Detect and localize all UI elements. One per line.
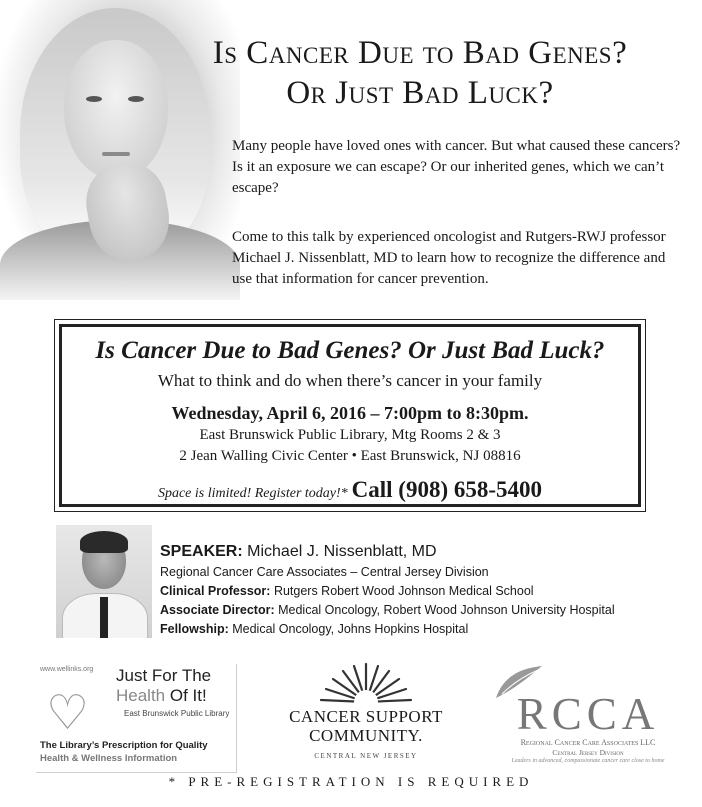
- library-tagline-2: Health & Wellness Information: [40, 753, 178, 764]
- hero-mouth: [102, 152, 130, 156]
- csc-logo: [270, 660, 462, 772]
- speaker-role-value: Medical Oncology, Johns Hopkins Hospital: [232, 622, 469, 636]
- rcca-division: Central Jersey Division: [552, 748, 624, 757]
- speaker-role-value: Medical Oncology, Robert Wood Johnson University Hospital: [278, 603, 615, 617]
- speaker-tie: [100, 597, 108, 638]
- intro-paragraph-2: Come to this talk by experienced oncologist and Rutgers-RWJ professor Michael J. Nissenblatt, MD to learn how to recognize the difference and use that information for cancer prevention.: [232, 229, 666, 287]
- library-name: East Brunswick Public Library: [124, 709, 230, 718]
- footer-note: * PRE-REGISTRATION IS REQUIRED: [168, 774, 534, 789]
- speaker-label: SPEAKER:: [160, 543, 243, 560]
- library-site: www.wellinks.org: [40, 666, 94, 673]
- speaker-role-label: Associate Director:: [160, 603, 275, 617]
- event-register: [62, 477, 638, 503]
- library-title-2b: Of It!: [169, 686, 207, 705]
- library-title-2a: Health: [116, 686, 170, 705]
- event-date: Wednesday, April 6, 2016 – 7:00pm to 8:30pm.: [171, 403, 529, 423]
- speaker-photo: [56, 525, 152, 638]
- event-subtitle: What to think and do when there’s cancer in your family: [157, 371, 543, 390]
- speaker-role-value: Rutgers Robert Wood Johnson Medical School: [273, 584, 534, 598]
- event-box: [54, 319, 646, 512]
- speaker-name: Michael J. Nissenblatt, MD: [247, 543, 437, 560]
- speaker-affiliation: Regional Cancer Care Associates – Central Jersey Division: [160, 565, 489, 579]
- speaker-hair: [80, 531, 128, 553]
- library-title-1: Just For The: [116, 666, 212, 685]
- heart-icon: ♡: [46, 687, 90, 740]
- csc-name-2: COMMUNITY.: [309, 726, 423, 745]
- library-title-2: [116, 686, 207, 706]
- speaker-role: [160, 620, 680, 639]
- csc-region: CENTRAL NEW JERSEY: [314, 752, 418, 760]
- headline: [150, 33, 690, 113]
- sunburst-icon: [316, 660, 416, 704]
- hero-eye-left: [86, 96, 102, 102]
- csc-name-1: CANCER SUPPORT: [289, 707, 443, 726]
- speaker-role-label: Fellowship:: [160, 622, 229, 636]
- library-logo: [36, 664, 237, 773]
- speaker-info: [160, 541, 680, 639]
- event-inner: [59, 324, 641, 507]
- event-location-1: East Brunswick Public Library, Mtg Rooms 2 & 3: [199, 427, 501, 443]
- rcca-name: RCCA: [516, 689, 660, 739]
- rcca-logo: [490, 660, 686, 772]
- rcca-tagline: Leaders in advanced, compassionate cancer care close to home: [511, 758, 665, 764]
- register-phone[interactable]: Call (908) 658-5400: [351, 477, 543, 502]
- speaker-role: [160, 601, 680, 620]
- event-location-2: 2 Jean Walling Civic Center • East Brunswick, NJ 08816: [179, 448, 521, 464]
- rcca-full-name: Regional Cancer Care Associates LLC: [520, 738, 656, 747]
- speaker-role-label: Clinical Professor:: [160, 584, 271, 598]
- library-tagline-1: The Library’s Prescription for Quality: [40, 740, 208, 751]
- headline-line1: Is Cancer Due to Bad Genes?: [212, 35, 628, 71]
- speaker-role: [160, 582, 680, 601]
- headline-line2: Or Just Bad Luck?: [286, 75, 554, 111]
- intro-paragraph-1: Many people have loved ones with cancer. But what caused these cancers? Is it an exposure we can escape? Or our inherited genes, which we can’t escape?: [232, 138, 681, 196]
- register-note: Space is limited! Register today!*: [157, 486, 348, 501]
- speaker-name-line: [160, 541, 680, 563]
- event-title: Is Cancer Due to Bad Genes? Or Just Bad Luck?: [95, 337, 605, 364]
- hero-eye-right: [128, 96, 144, 102]
